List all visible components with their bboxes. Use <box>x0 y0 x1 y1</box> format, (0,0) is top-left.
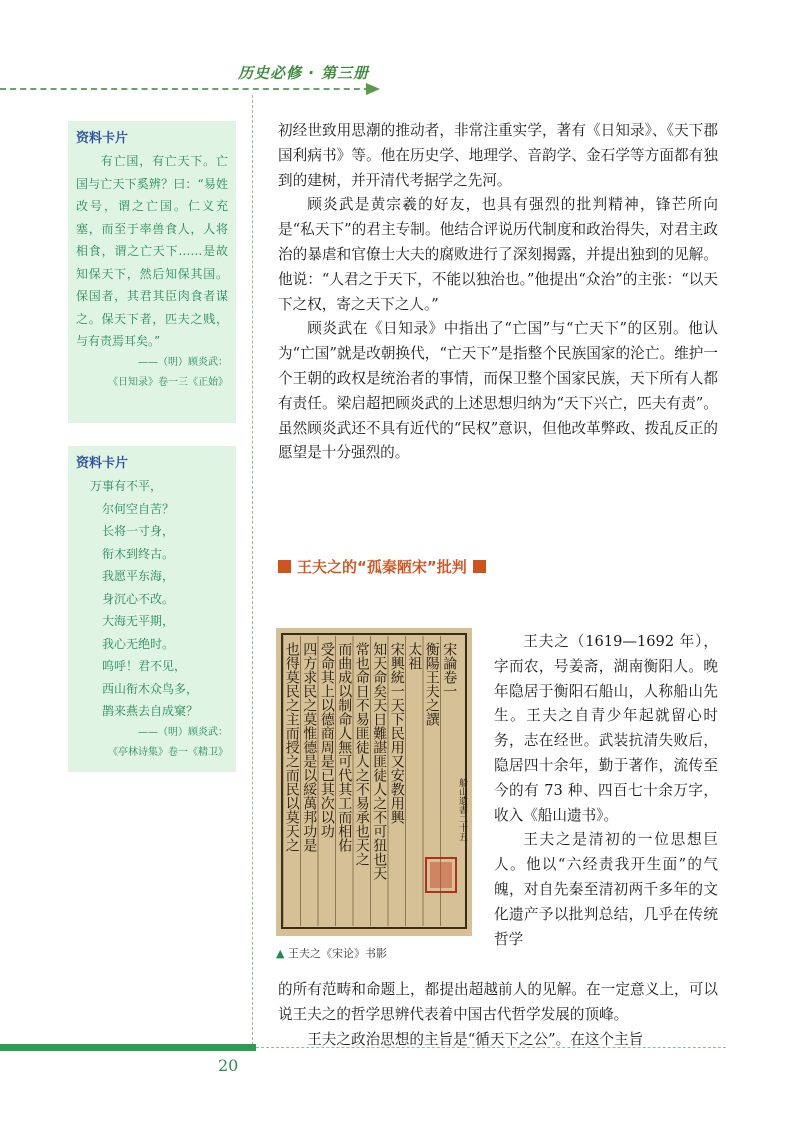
section-heading <box>278 556 486 577</box>
book-text-column: 常也命日不易匪徒人之不易承也天之 <box>353 642 370 866</box>
wang-continued <box>278 978 718 1052</box>
poem <box>76 475 228 723</box>
book-text-column: 知天命矣天日難諶匪徒人之不可狃也天 <box>371 642 388 880</box>
book-text-column: 衡陽王夫之譔 <box>423 642 440 726</box>
info-card-1-title: 资料卡片 <box>76 131 129 146</box>
figure-caption-text: 王夫之《宋论》书影 <box>287 947 387 960</box>
book-text-column: 太祖 <box>406 642 423 670</box>
poem-line: 我愿平东海， <box>102 569 175 583</box>
book-page-figure <box>276 628 472 936</box>
info-card-2-source-author: ——（明）顾炎武： <box>138 726 228 738</box>
paragraph: 顾炎武在《日知录》中指出了“亡国”与“亡天下”的区别。他认为“亡国”就是改朝换代，“亡天下”是指整个民族国家的沦亡。维护一个王朝的政权是统治者的事情，而保卫整个国家民族，天下所有人都有责任。梁启超把顾炎武的上述思想归纳为“天下兴亡，匹夫有责”。虽然顾炎武还不具有近代的“民权”意识，但他改革弊政、拨乱反正的愿望是十分强烈的。 <box>278 320 718 462</box>
poem-line: 呜呼！君不见， <box>102 659 187 673</box>
poem-line: 大海无平期， <box>102 614 175 628</box>
paragraph: 王夫之政治思想的主旨是“循天下之公”。在这个主旨 <box>307 1030 644 1048</box>
paragraph: 王夫之（1619—1692 年），字而农，号姜斋，湖南衡阳人。晚年隐居于衡阳石船山，人称船山先生。王夫之自青少年起就留心时务，志在经世。武装抗清失败后，隐居四十余年，勤于著作，流传至今的有 73 种、四百七十余万字，收入《船山遗书》。 <box>494 633 718 824</box>
triangle-icon: ▲ <box>276 947 285 960</box>
column-divider <box>252 95 253 1050</box>
poem-line: 万事有不平， <box>90 479 163 493</box>
poem-line: 尔何空自苦？ <box>102 501 175 516</box>
section-heading-text: 王夫之的“孤秦陋宋”批判 <box>297 558 467 576</box>
info-card-1-source-author: ——（明）顾炎武： <box>138 356 228 368</box>
paragraph: 初经世致用思潮的推动者，非常注重实学，著有《日知录》、《天下郡国利病书》等。他在历史学、地理学、音韵学、金石学等方面都有独到的建树，并开清代考据学之先河。 <box>278 122 718 189</box>
header-divider <box>0 88 370 90</box>
info-card-2-source-work: 《亭林诗集》卷一《精卫》 <box>108 746 228 758</box>
info-card-2-title: 资料卡片 <box>76 456 129 471</box>
poem-line: 长将一寸身， <box>102 524 175 538</box>
paragraph: 王夫之是清初的一位思想巨人。他以“六经责我开生面”的气魄，对自先秦至清初两千多年的文化遗产予以批判总结，几乎在传统哲学 <box>494 831 718 948</box>
poem-line: 我心无绝时。 <box>102 636 175 651</box>
square-bullet-icon <box>473 560 486 573</box>
book-text-column: 而曲成以制命人無可代其工而相佑 <box>336 642 353 852</box>
info-card-1-source-work: 《日知录》卷一三《正始》 <box>108 376 228 388</box>
book-text-column: 宋論卷一 <box>441 642 458 698</box>
book-text-column: 宋興統一天下民用又安教用興 <box>388 642 405 824</box>
book-header-title: 历史必修 · 第三册 <box>238 64 370 82</box>
book-text-column: 也得莫民之主而授之而民以莫天之 <box>283 642 300 852</box>
info-card-1-text <box>76 150 228 353</box>
wang-intro <box>494 630 718 952</box>
info-card-1 <box>68 121 236 423</box>
info-card-2 <box>68 446 236 772</box>
header-arrow-icon <box>366 83 380 95</box>
poem-line: 身沉心不改。 <box>102 591 175 606</box>
paragraph: 顾炎武是黄宗羲的好友，也具有强烈的批判精神，锋芒所向是“私天下”的君主专制。他结合评说历代制度和政治得失，对君主政治的暴虐和官僚士大夫的腐败进行了深刻揭露，并提出独到的见解。他说：“人君之于天下，不能以独治也。”他提出“众治”的主张：“以天下之权，寄之天下之人。” <box>278 196 718 313</box>
figure-caption <box>276 945 387 961</box>
book-page-image <box>276 628 472 936</box>
info-card-1-body: 有亡国，有亡天下。亡国与亡天下奚辨？曰：“易姓改号，谓之亡国。仁义充塞，而至于率兽食人，人将相食，谓之亡天下……是故知保天下，然后知保其国。保国者，其君其臣肉食者谋之。保天下者，匹夫之贱，与有责焉耳矣。” <box>76 154 228 348</box>
book-text-column: 四方求民之莫惟德是以綏萬邦功是 <box>301 642 318 852</box>
poem-line: 西山衔木众鸟多， <box>102 681 199 696</box>
footer-bar <box>0 1044 256 1051</box>
page-number: 20 <box>218 1056 239 1075</box>
book-text-column: 受命其上以德商周是已其次以功 <box>318 642 335 838</box>
square-bullet-icon <box>278 560 291 573</box>
main-text-top <box>278 119 718 466</box>
paragraph: 的所有范畴和命题上，都提出超越前人的见解。在一定意义上，可以说王夫之的哲学思辨代表着中国古代哲学发展的顶峰。 <box>278 981 718 1023</box>
book-edge-note: 船山遺書二十五 <box>457 778 467 841</box>
poem-line: 鹊来燕去自成窠？ <box>102 704 199 718</box>
poem-line: 衔木到终古。 <box>102 546 175 561</box>
footer-divider <box>256 1047 726 1048</box>
